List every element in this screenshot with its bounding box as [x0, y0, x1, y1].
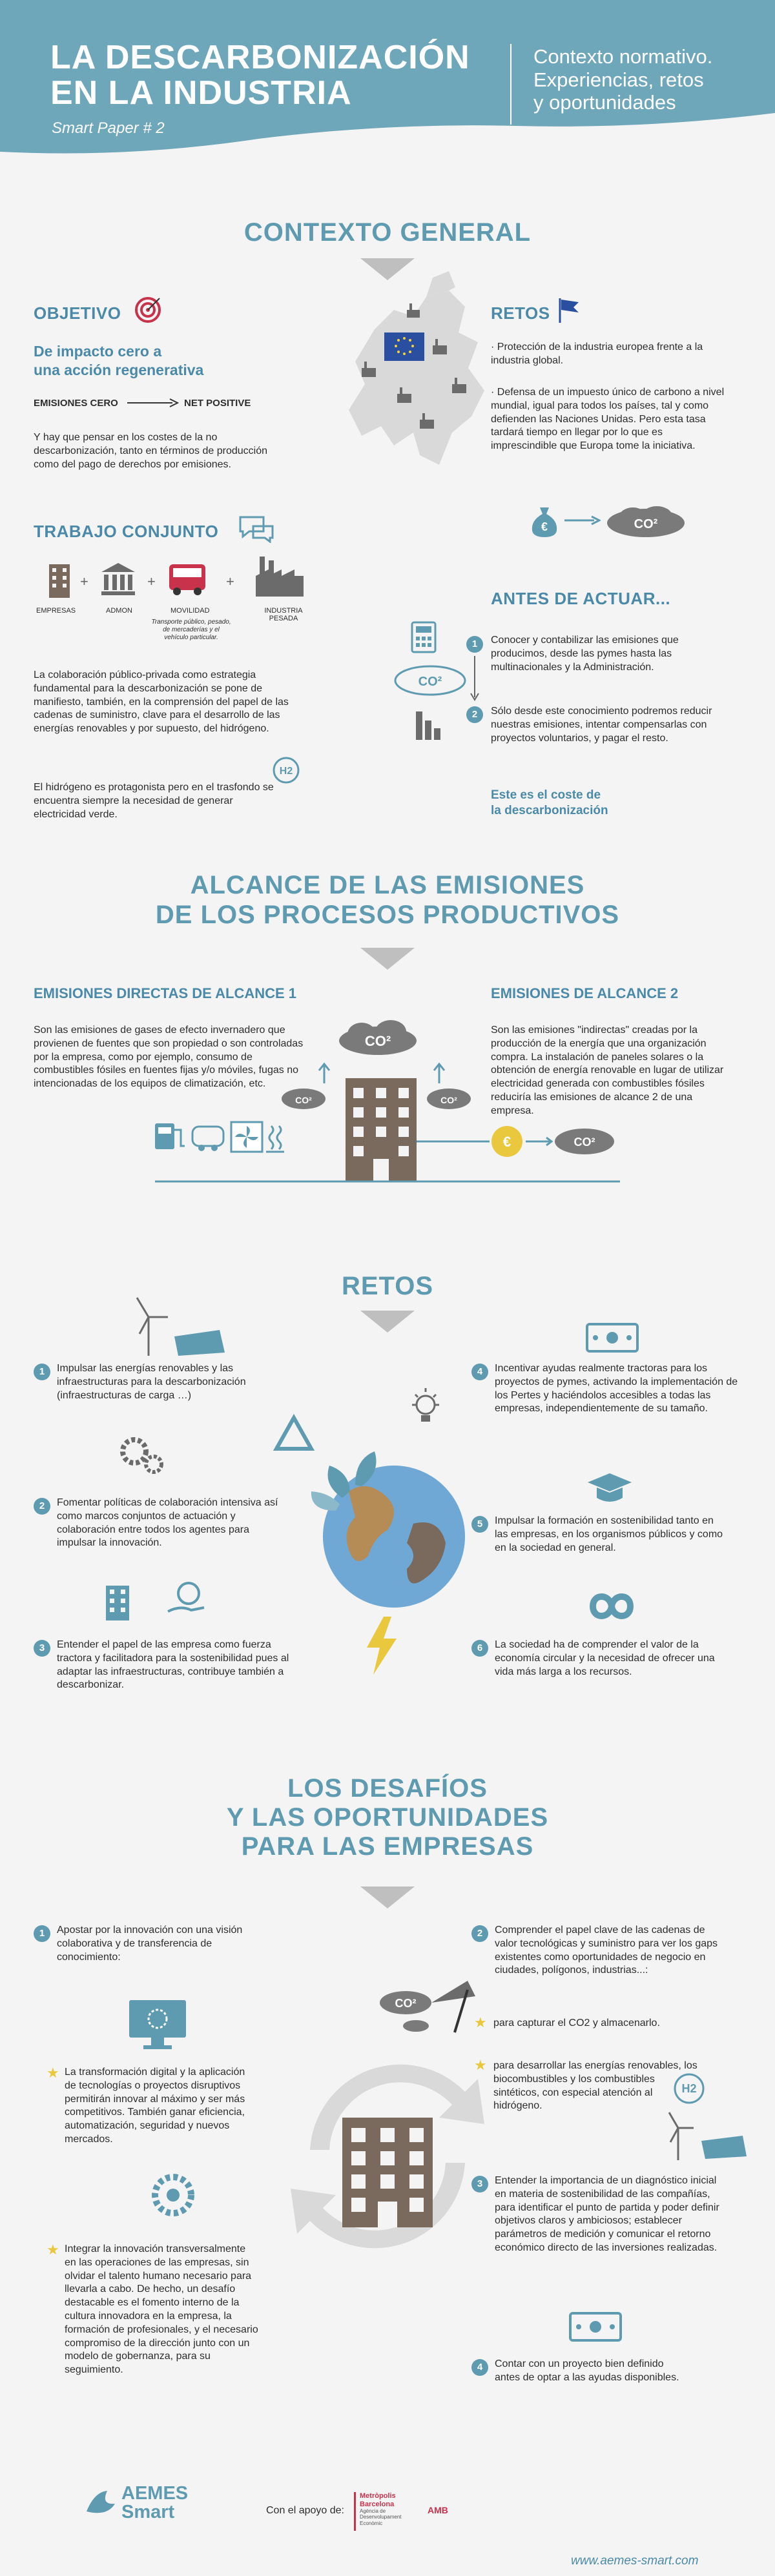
alcance2-heading: EMISIONES DE ALCANCE 2	[491, 985, 679, 1001]
co2-cloud-icon	[391, 660, 469, 697]
flag-icon	[557, 297, 583, 324]
amb-logo[interactable]: AMB	[428, 2505, 448, 2515]
alcance-divider	[360, 948, 415, 970]
hand-globe-icon	[165, 1579, 208, 1618]
svg-text:CO²: CO²	[574, 1136, 595, 1149]
arrow-right-icon	[564, 515, 601, 526]
retos-num-5: 5	[471, 1516, 488, 1533]
retos-heading: RETOS	[491, 303, 550, 323]
eu-flag	[384, 332, 424, 361]
europe-map	[336, 271, 497, 484]
svg-text:CO²: CO²	[418, 675, 442, 689]
co2-cloud-icon	[282, 1089, 326, 1109]
antes-step1-num: 1	[466, 636, 483, 653]
building-icon	[342, 2118, 433, 2227]
aemes-logo-icon	[81, 2486, 120, 2522]
wind-solar-icon	[123, 1291, 226, 1356]
net-positive-label: NET POSITIVE	[184, 398, 251, 409]
infinity-icon	[576, 1588, 647, 1624]
co2-cloud-icon	[339, 1020, 417, 1055]
partner-logo[interactable]: Metròpolis Barcelona Agència de Desenvolupament Econòmic	[354, 2492, 416, 2531]
retos-num-2: 2	[34, 1498, 50, 1515]
building-icon	[346, 1078, 417, 1181]
objetivo-heading: OBJETIVO	[34, 303, 121, 323]
contexto-heading: CONTEXTO GENERAL	[243, 218, 532, 247]
alcance2-body: Son las emisiones "indirectas" creadas por la producción de la energía que una organización compra. La instalación de paneles solares o la obtención de energía renovable en lugar de utilizar electricidad generada con combustibles fósiles reduciría las emisiones de alcance 2 de una empresa.	[491, 1025, 724, 1116]
retos-num-6: 6	[471, 1640, 488, 1657]
institution-icon	[99, 562, 138, 597]
star-icon: ★	[46, 2242, 59, 2258]
footer-url[interactable]: www.aemes-smart.com	[571, 2554, 699, 2568]
trabajo-body2: El hidrógeno es protagonista pero en el trasfondo se encuentra siempre la necesidad de generar electricidad verde.	[34, 782, 274, 820]
target-icon	[134, 296, 162, 324]
retos-item2: · Defensa de un impuesto único de carbono a nivel mundial, igual para todos los países, tal y como defienden las Naciones Unidas. Pero esta tasa tardará tiempo en llegar por lo que es imprescindible que Europa tome la iniciativa.	[491, 387, 725, 452]
svg-text:€: €	[502, 1134, 512, 1150]
money-bill-icon	[568, 2311, 623, 2342]
plus-icon: +	[80, 573, 88, 589]
plus-icon: +	[226, 573, 234, 589]
svg-text:CO²: CO²	[364, 1033, 391, 1049]
retos-num-4: 4	[471, 1364, 488, 1380]
star-icon: ★	[474, 2057, 487, 2073]
desafios-left-star2: Integrar la innovación transversalmente en las operaciones de las empresas, sin olvidar el talento humano necesario para llevarla a cabo. De hecho, un desafío destacable es el fomento interno de la cultura innovadora en la empresa, la formación de profesionales, y el necesario compromiso de la dirección junto con un modelo de gobernanza, para su seguimiento.	[65, 2244, 258, 2376]
svg-text:H2: H2	[681, 2082, 697, 2095]
money-bill-icon	[585, 1322, 639, 1353]
retos-item-1: Impulsar las energías renovables y las infraestructuras para la descarbonización (infraestructuras de carga …)	[57, 1363, 246, 1401]
svg-text:CO²: CO²	[634, 517, 658, 531]
antes-step2-num: 2	[466, 706, 483, 723]
lightbulb-icon	[409, 1387, 442, 1432]
trabajo-label-empresas: EMPRESAS	[36, 607, 76, 615]
building-icon	[103, 1583, 132, 1622]
header-subtitle: Smart Paper # 2	[52, 119, 165, 137]
antes-step1: Conocer y contabilizar las emisiones que producimos, desde las pymes hasta las multinacionales y la Administración.	[491, 635, 679, 673]
plus-icon: +	[147, 573, 156, 589]
desafios-heading: LOS DESAFÍOS Y LAS OPORTUNIDADES PARA LAS EMPRESAS	[226, 1774, 549, 1861]
factory-icon	[254, 554, 305, 597]
building-icon	[46, 562, 72, 598]
desafios-right-item2: Comprender el papel clave de las cadenas de valor tecnológicas y suministro para ver los gaps existentes como oportunidades de negocio en ciudades, polígonos, industrias...:	[495, 1925, 718, 1976]
header-banner	[0, 0, 775, 161]
retos-item-5: Impulsar la formación en sostenibilidad tanto en las empresas, en los organismos públicos y como en la sociedad en general.	[495, 1515, 723, 1553]
retos-section-heading: RETOS	[341, 1272, 434, 1300]
trabajo-label-movilidad: MOVILIDAD	[170, 607, 210, 615]
svg-text:CO²: CO²	[395, 1997, 417, 2010]
coin-icon	[491, 1126, 522, 1157]
desafios-num-2: 2	[471, 1925, 488, 1942]
brain-gear-icon	[146, 2169, 200, 2218]
bar-chart-icon	[413, 708, 446, 742]
retos-item-6: La sociedad ha de comprender el valor de la economía circular y la necesidad de ofrecer una vida más larga a los recursos.	[495, 1639, 715, 1677]
arrow-right-icon	[127, 397, 179, 409]
antes-closing: Este es el coste de la descarbonización	[491, 788, 608, 817]
arrow-right-icon	[526, 1138, 552, 1145]
trabajo-label-industria: INDUSTRIA PESADA	[264, 607, 303, 622]
star-icon: ★	[46, 2065, 59, 2081]
retos-num-1: 1	[34, 1364, 50, 1380]
trabajo-body1: La colaboración público-privada como estrategia fundamental para la descarbonización se pone de manifiesto, también, en la comprensión del papel de las cadenas de suministro, clave para el desarrollo de las energías renovables y por supuesto, del hidrógeno.	[34, 670, 289, 735]
h2-icon	[271, 755, 301, 785]
svg-text:€: €	[541, 520, 548, 533]
gears-icon	[116, 1433, 168, 1478]
co2-capture-icon	[377, 1977, 480, 2035]
desafios-divider	[360, 1886, 415, 1908]
wind-solar-icon	[652, 2109, 749, 2160]
monitor-globe-icon	[127, 1998, 189, 2052]
desafios-num-1: 1	[34, 1925, 50, 1942]
directas-body: Son las emisiones de gases de efecto invernadero que provienen de fuentes que son propiedad o son controladas por la empresa, como por ejemplo, consumo de combustibles fósiles en fuentes fijas y/o móviles, fugas no intencionadas de los equipos de climatización, etc.	[34, 1025, 304, 1090]
header-title: LA DESCARBONIZACIÓN EN LA INDUSTRIA	[50, 39, 470, 112]
h2-icon	[672, 2071, 707, 2106]
bus-icon	[167, 560, 208, 597]
desafios-left-item1: Apostar por la innovación con una visión colaborativa y de transferencia de conocimiento:	[57, 1925, 243, 1963]
retos-item1: · Protección de la industria europea frente a la industria global.	[491, 342, 703, 366]
retos-item-2: Fomentar políticas de colaboración intensiva así como marcos conjuntos de actuación y colaboración entre todos los agentes para impulsar la innovación.	[57, 1497, 278, 1549]
lightning-icon	[362, 1617, 400, 1675]
star-icon: ★	[474, 2014, 487, 2030]
earth-plant-icon	[310, 1440, 478, 1620]
svg-text:CO²: CO²	[295, 1095, 312, 1105]
antes-step2: Sólo desde este conocimiento podremos reducir nuestras emisiones, intentar compensarlas con proyectos voluntarios, y pagar el resto.	[491, 706, 712, 744]
support-label: Con el apoyo de:	[266, 2505, 344, 2516]
chat-bubbles-icon	[238, 513, 275, 543]
desafios-right-star2: para desarrollar las energías renovables, los biocombustibles y los combustibles sintéticos, con especial atención al hidrógeno.	[493, 2060, 698, 2112]
heat-waves-icon	[266, 1126, 284, 1152]
co2-cloud-icon	[555, 1129, 614, 1154]
fan-icon	[231, 1122, 262, 1152]
desafios-right-item3: Entender la importancia de un diagnóstico inicial en materia de sostenibilidad de las compañías, para identificar el punto de partida y poder definir objetivos claros y ambiciosos; establecer parámetros de medición y comunicar el retorno económico directo de las inversiones realizadas.	[495, 2175, 719, 2253]
retos-section-divider	[360, 1311, 415, 1333]
alcance-heading: ALCANCE DE LAS EMISIONES DE LOS PROCESOS PRODUCTIVOS	[155, 871, 620, 929]
graduation-cap-icon	[585, 1469, 634, 1508]
trabajo-label-admon: ADMON	[106, 607, 132, 615]
desafios-right-star1: para capturar el CO2 y almacenarlo.	[493, 2018, 660, 2029]
emissions-scope-illustration	[155, 1014, 620, 1207]
co2-cloud-icon	[604, 504, 688, 540]
desafios-num-3: 3	[471, 2176, 488, 2193]
header-tagline: Contexto normativo. Experiencias, retos y oportunidades	[533, 45, 713, 114]
emisiones-cero-label: EMISIONES CERO	[34, 398, 118, 409]
objetivo-body: Y hay que pensar en los costes de la no descarbonización, tanto en términos de producción como del pago de derechos por emisiones.	[34, 432, 267, 470]
retos-item-4: Incentivar ayudas realmente tractoras para los proyectos de pymes, activando la implementación de los Pertes y haciéndolos accesibles a todas las empresas, independientemente de su tamaño.	[495, 1363, 738, 1415]
co2-cloud-icon	[427, 1089, 471, 1109]
desafios-left-star1: La transformación digital y la aplicación de tecnologías o proyectos disruptivos permitirán innovar al máximo y ser más competitivos. También ganar eficiencia, automatización, seguridad y nuevos mercados.	[65, 2067, 245, 2145]
money-bag-icon	[528, 502, 561, 538]
header-divider	[510, 44, 512, 125]
cycle-arrows-illustration	[271, 2021, 504, 2292]
car-icon	[192, 1127, 223, 1151]
desafios-num-4: 4	[471, 2359, 488, 2376]
movilidad-note: Transporte público, pesado, de mercaderías y el vehículo particular.	[151, 618, 231, 641]
aemes-brand[interactable]: AEMES Smart	[121, 2483, 189, 2522]
retos-num-3: 3	[34, 1640, 50, 1657]
svg-text:H2: H2	[279, 766, 293, 777]
desafios-right-item4: Contar con un proyecto bien definido antes de optar a las ayudas disponibles.	[495, 2358, 679, 2383]
calculator-icon	[411, 621, 437, 653]
svg-text:CO²: CO²	[440, 1095, 457, 1105]
retos-item-3: Entender el papel de las empresa como fuerza tractora y facilitadora para la sostenibilidad pues al adaptar las infraestructuras, contribuye también a descarbonizar.	[57, 1639, 289, 1691]
fuel-pump-icon	[155, 1123, 185, 1149]
antes-heading: ANTES DE ACTUAR...	[491, 589, 671, 608]
arrow-down-icon	[470, 656, 479, 701]
trabajo-heading: TRABAJO CONJUNTO	[34, 522, 219, 541]
directas-heading: EMISIONES DIRECTAS DE ALCANCE 1	[34, 985, 297, 1001]
objetivo-subheading: De impacto cero a una acción regenerativa	[34, 343, 204, 378]
